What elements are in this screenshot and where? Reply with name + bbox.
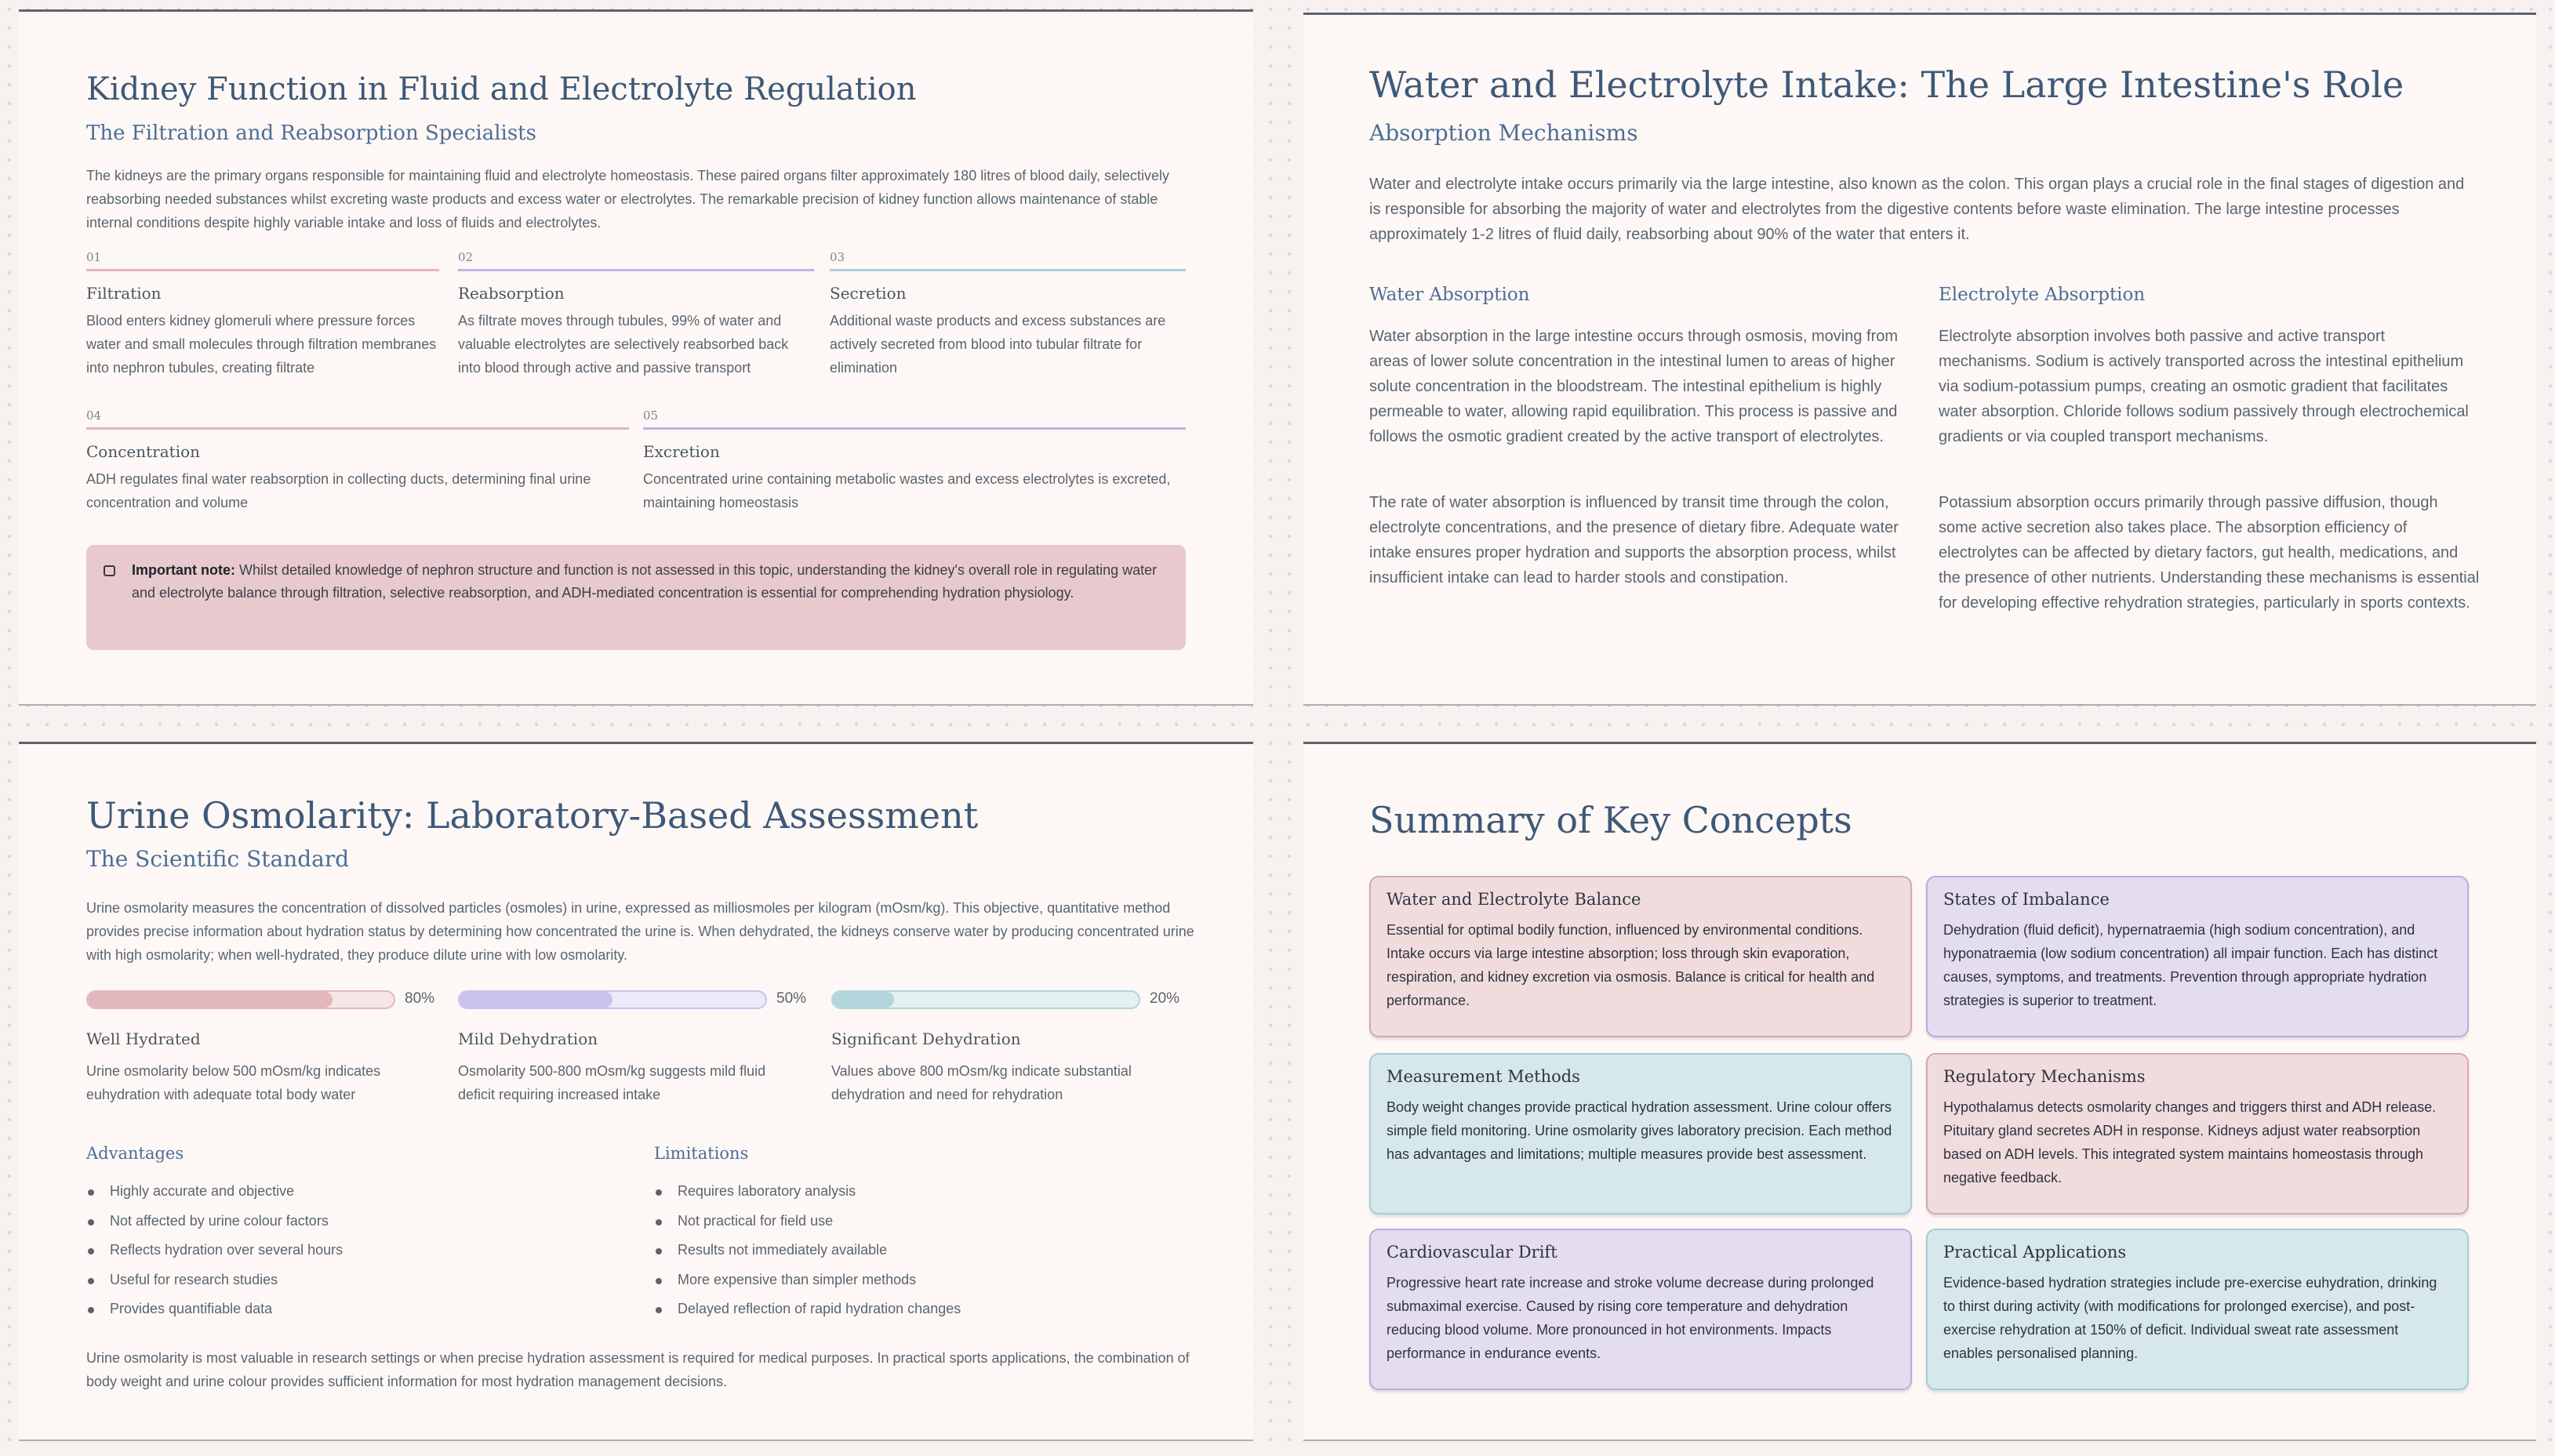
intestine-slide (1303, 13, 2536, 706)
summary-card (1926, 876, 2469, 1037)
level-mild-dehydration (458, 990, 814, 1116)
step-filtration (86, 250, 439, 379)
card-title: Cardiovascular Drift (1387, 1243, 1557, 1262)
summary-slide (1303, 742, 2536, 1441)
card-title: Regulatory Mechanisms (1943, 1067, 2146, 1086)
step-divider (86, 269, 439, 271)
summary-card (1369, 876, 1912, 1037)
step-title: Secretion (830, 284, 907, 303)
step-number: 01 (86, 250, 102, 264)
list-item: Highly accurate and objective (86, 1177, 343, 1207)
conclusion-paragraph: Urine osmolarity is most valuable in research settings or when precise hydration assessment is required for medical purposes. In practical sports applications, the combination of body weight and urine colour provides sufficient information for most hydration management decisions. (86, 1350, 1190, 1389)
step-text: As filtrate moves through tubules, 99% of water and valuable electrolytes are selectively reabsorbed back into blood through active and passive transport (458, 313, 789, 376)
step-title: Concentration (86, 442, 201, 461)
card-text: Body weight changes provide practical hydration assessment. Urine colour offers simple field monitoring. Urine osmolarity gives laboratory precision. Each method has advantages and limitations; multiple measures provide best assessment. (1387, 1099, 1892, 1162)
progress-bar (86, 990, 395, 1009)
limitations-list (654, 1177, 961, 1324)
summary-card (1926, 1229, 2469, 1390)
water-heading: Water Absorption (1369, 285, 1530, 305)
electrolyte-paragraph-1: Electrolyte absorption involves both passive and active transport mechanisms. Sodium is actively transported across the intestinal epithelium via sodium-potassium pumps, creating an osmotic gradient that facilitates water absorption. Chloride follows sodium passively through electrochemical gradients or via coupled transport mechanisms. (1939, 328, 2469, 445)
electrolyte-heading: Electrolyte Absorption (1939, 285, 2146, 305)
step-text: Concentrated urine containing metabolic wastes and excess electrolytes is excreted, maintaining homeostasis (643, 471, 1171, 510)
kidney-slide (19, 9, 1253, 706)
step-excretion (643, 408, 1186, 514)
step-reabsorption (458, 250, 814, 379)
intro-paragraph: Water and electrolyte intake occurs primarily via the large intestine, also known as the colon. This organ plays a crucial role in the final stages of digestion and is responsible for absorbing the majority of water and electrolytes from the digestive contents before waste elimination. The large intestine processes approximately 1-2 litres of fluid daily, reabsorbing about 90% of the water that enters it. (1369, 176, 2465, 243)
intro-paragraph: Urine osmolarity measures the concentration of dissolved particles (osmoles) in urine, expressed as milliosmoles per kilogram (mOsm/kg). This objective, quantitative method provides precise information about hydration status by determining how concentrated the urine is. When dehydrated, the kidneys conserve water by producing concentrated urine with high osmolarity; when well-hydrated, they produce dilute urine with low osmolarity. (86, 900, 1194, 963)
summary-card (1926, 1053, 2469, 1215)
list-item: Useful for research studies (86, 1265, 343, 1295)
level-text: Values above 800 mOsm/kg indicate substantial dehydration and need for rehydration (831, 1063, 1132, 1102)
advantages-heading: Advantages (86, 1144, 184, 1163)
list-item: Requires laboratory analysis (654, 1177, 961, 1207)
step-text: Additional waste products and excess substances are actively secreted from blood into tubular filtrate for elimination (830, 313, 1166, 376)
slide-title: Kidney Function in Fluid and Electrolyte Regulation (86, 71, 917, 107)
progress-percent: 80% (405, 990, 435, 1007)
card-text: Evidence-based hydration strategies include pre-exercise euhydration, drinking to thirst during activity (with modifications for prolonged exercise), and post-exercise rehydration at 150% of deficit. Individual sweat rate assessment enables personalised planning. (1943, 1275, 2437, 1361)
card-text: Dehydration (fluid deficit), hypernatraemia (high sodium concentration), and hyponatraemia (low sodium concentration) all impair function. Each has distinct causes, symptoms, and treatments. Prevention through appropriate hydration strategies is superior to treatment. (1943, 922, 2438, 1008)
level-text: Osmolarity 500-800 mOsm/kg suggests mild fluid deficit requiring increased intake (458, 1063, 766, 1102)
step-concentration (86, 408, 629, 514)
slide-title: Urine Osmolarity: Laboratory-Based Assessment (86, 794, 979, 837)
important-note-box (86, 545, 1186, 650)
step-secretion (830, 250, 1186, 379)
progress-fill (88, 992, 333, 1008)
step-number: 05 (643, 408, 659, 423)
list-item: More expensive than simpler methods (654, 1265, 961, 1295)
slide-title: Summary of Key Concepts (1369, 799, 1852, 841)
list-item: Provides quantifiable data (86, 1294, 343, 1324)
slide-subtitle: The Filtration and Reabsorption Specialists (86, 122, 536, 145)
note-label: Important note: (132, 562, 235, 578)
note-text (132, 559, 1167, 605)
urine-osmolarity-slide (19, 742, 1253, 1441)
step-title: Reabsorption (458, 284, 565, 303)
list-item: Reflects hydration over several hours (86, 1236, 343, 1265)
card-title: Practical Applications (1943, 1243, 2127, 1262)
list-item: Results not immediately available (654, 1236, 961, 1265)
limitations-heading: Limitations (654, 1144, 749, 1163)
step-number: 02 (458, 250, 474, 264)
step-text: ADH regulates final water reabsorption in collecting ducts, determining final urine concentration and volume (86, 471, 591, 510)
note-body: Whilst detailed knowledge of nephron structure and function is not assessed in this topic, understanding the kidney's overall role in regulating water and electrolyte balance through filtration, selective reabsorption, and ADH-mediated concentration is essential for comprehending hydration physiology. (132, 562, 1158, 601)
card-text: Progressive heart rate increase and stroke volume decrease during prolonged submaximal exercise. Caused by rising core temperature and dehydration reducing blood volume. More pronounced in hot environments. Impacts performance in endurance events. (1387, 1275, 1874, 1361)
slide-title: Water and Electrolyte Intake: The Large Intestine's Role (1369, 64, 2404, 106)
progress-fill (460, 992, 612, 1008)
level-well-hydrated (86, 990, 442, 1116)
progress-percent: 20% (1150, 990, 1180, 1007)
step-text: Blood enters kidney glomeruli where pressure forces water and small molecules through filtration membranes into nephron tubules, creating filtrate (86, 313, 437, 376)
step-number: 03 (830, 250, 845, 264)
level-title: Significant Dehydration (831, 1029, 1021, 1048)
card-text: Essential for optimal bodily function, influenced by environmental conditions. Intake occurs via large intestine absorption; loss through skin evaporation, respiration, and kidney excretion via osmosis. Balance is critical for health and performance. (1387, 922, 1875, 1008)
step-number: 04 (86, 408, 102, 423)
step-title: Excretion (643, 442, 720, 461)
water-paragraph-2: The rate of water absorption is influenced by transit time through the colon, electrolyte concentrations, and the presence of dietary fibre. Adequate water intake ensures proper hydration and supports the absorption process, whilst insufficient intake can lead to harder stools and constipation. (1369, 494, 1899, 586)
step-divider (830, 269, 1186, 271)
slide-subtitle: Absorption Mechanisms (1369, 120, 1638, 146)
summary-card (1369, 1053, 1912, 1215)
card-text: Hypothalamus detects osmolarity changes and triggers thirst and ADH release. Pituitary gland secretes ADH in response. Kidneys adjust water reabsorption based on ADH levels. This integrated system maintains homeostasis through negative feedback. (1943, 1099, 2437, 1185)
step-title: Filtration (86, 284, 162, 303)
level-title: Mild Dehydration (458, 1029, 598, 1048)
step-divider (458, 269, 814, 271)
advantages-list (86, 1177, 343, 1324)
list-item: Not practical for field use (654, 1207, 961, 1236)
slide-subtitle: The Scientific Standard (86, 846, 350, 872)
water-paragraph-1: Water absorption in the large intestine occurs through osmosis, moving from areas of lower solute concentration in the intestinal lumen to areas of higher solute concentration in the bloodstream. The intestinal epithelium is highly permeable to water, allowing rapid equilibration. This process is passive and follows the osmotic gradient created by the active transport of electrolytes. (1369, 328, 1899, 445)
step-divider (86, 427, 629, 430)
electrolyte-paragraph-2: Potassium absorption occurs primarily through passive diffusion, though some active secretion also takes place. The absorption efficiency of electrolytes can be affected by dietary factors, gut health, medications, and the presence of other nutrients. Understanding these mechanisms is essential for developing effective rehydration strategies, particularly in sports contexts. (1939, 494, 2480, 612)
step-divider (643, 427, 1186, 430)
card-title: States of Imbalance (1943, 890, 2110, 909)
note-icon (104, 565, 115, 576)
level-title: Well Hydrated (86, 1029, 201, 1048)
progress-fill (833, 992, 894, 1008)
list-item: Not affected by urine colour factors (86, 1207, 343, 1236)
intro-paragraph: The kidneys are the primary organs responsible for maintaining fluid and electrolyte homeostasis. These paired organs filter approximately 180 litres of blood daily, selectively reabsorbing needed substances whilst excreting waste products and excess water or electrolytes. The remarkable precision of kidney function allows maintenance of stable internal conditions despite highly variable intake and loss of fluids and electrolytes. (86, 168, 1170, 231)
progress-percent: 50% (776, 990, 807, 1007)
level-significant-dehydration (831, 990, 1192, 1116)
card-title: Measurement Methods (1387, 1067, 1580, 1086)
summary-card (1369, 1229, 1912, 1390)
progress-bar (458, 990, 767, 1009)
level-text: Urine osmolarity below 500 mOsm/kg indicates euhydration with adequate total body water (86, 1063, 381, 1102)
card-title: Water and Electrolyte Balance (1387, 890, 1641, 909)
list-item: Delayed reflection of rapid hydration changes (654, 1294, 961, 1324)
progress-bar (831, 990, 1140, 1009)
